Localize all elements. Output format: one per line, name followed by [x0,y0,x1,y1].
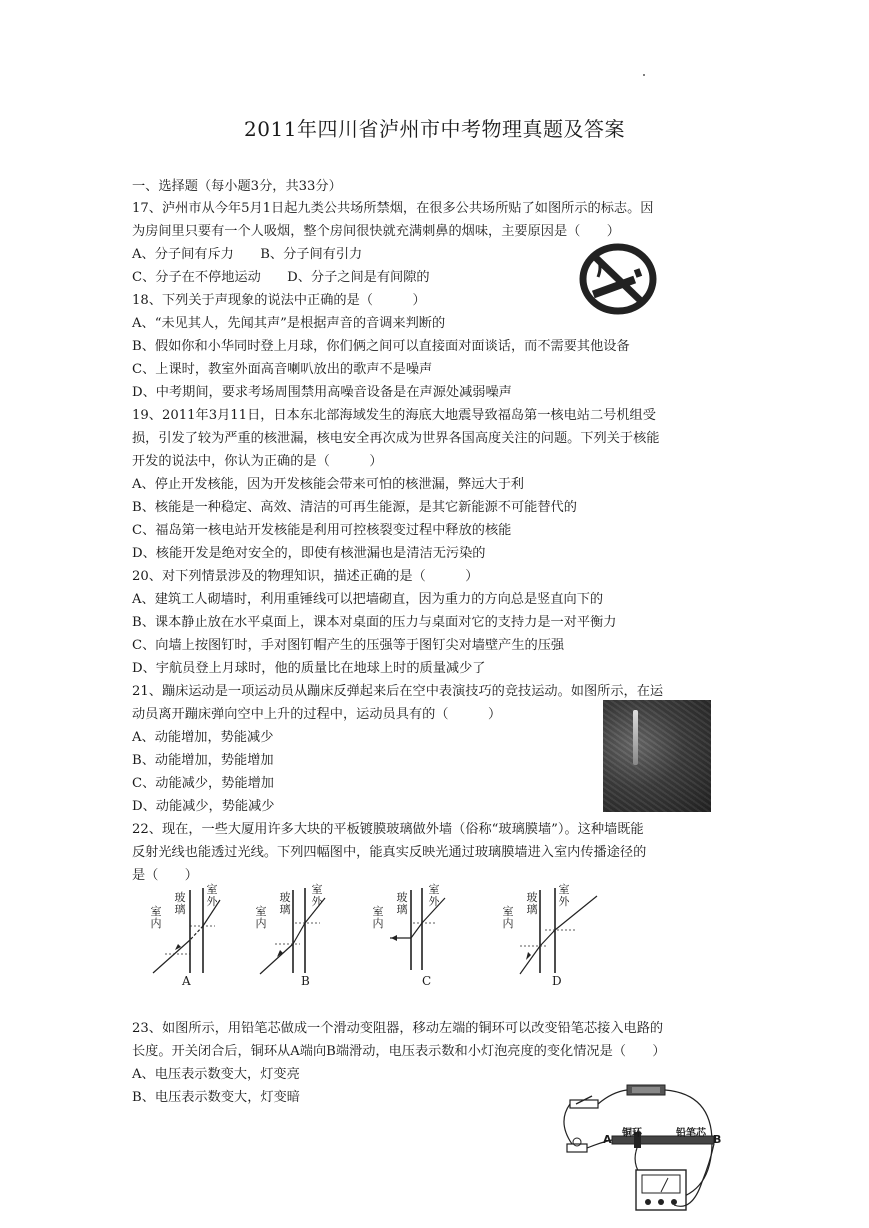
trampoline-photo [603,700,711,812]
text-line: 21、蹦床运动是一项运动员从蹦床反弹起来后在空中表演技巧的竞技运动。如图所示，在运 [132,684,664,699]
text-line: A、建筑工人砌墙时，利用重锤线可以把墙砌直，因为重力的方向总是竖直向下的 [132,592,604,607]
outdoor-label: 室外 [206,883,218,908]
option-label: D [552,974,562,988]
text-line: C、福岛第一核电站开发核能是利用可控核裂变过程中释放的核能 [132,523,512,538]
text-line: 是（ ） [132,868,198,883]
text-line: 长度。开关闭合后，铜环从A端向B端滑动，电压表示数和小灯泡亮度的变化情况是（ ） [132,1044,666,1059]
text-line: D、宇航员登上月球时，他的质量比在地球上时的质量减少了 [132,661,486,676]
circuit-diagram [552,1082,727,1222]
text-line: A、电压表示数变大，灯变亮 [132,1067,300,1082]
text-line: 动员离开蹦床弹向空中上升的过程中，运动员具有的（ ） [132,707,502,722]
glass-label: 玻璃 [526,891,538,916]
copper-ring-label: 铜环 [622,1128,642,1139]
pencil-lead-label: 铅笔芯 [676,1128,706,1139]
text-line: A、动能增加，势能减少 [132,730,274,745]
text-line: B、核能是一种稳定、高效、清洁的可再生能源，是其它新能源不可能替代的 [132,500,577,515]
text-line: B、电压表示数变大，灯变暗 [132,1090,300,1105]
option-label: B [301,974,310,988]
option-label: C [422,974,432,988]
page-title: 2011年四川省泸州市中考物理真题及答案 [244,117,625,141]
text-line: D、动能减少，势能减少 [132,799,275,814]
end-a-label: A [603,1133,612,1146]
scan-dot [643,74,645,76]
text-line: 开发的说法中，你认为正确的是（ ） [132,454,383,469]
text-line: C、分子在不停地运动 D、分子之间是有间隙的 [132,270,430,285]
outdoor-label: 室外 [428,883,440,908]
text-line: 17、泸州市从今年5月1日起九类公共场所禁烟，在很多公共场所贴了如图所示的标志。因 [132,201,654,216]
outdoor-label: 室外 [311,883,323,908]
indoor-label: 室内 [150,905,162,930]
text-line: 22、现在，一些大厦用许多大块的平板镀膜玻璃做外墙（俗称“玻璃膜墙”）。这种墙既能 [132,822,644,837]
end-b-label: B [713,1133,722,1146]
text-line: A、“未见其人，先闻其声”是根据声音的音调来判断的 [132,316,446,331]
glass-label: 玻璃 [174,891,186,916]
glass-label: 玻璃 [396,891,408,916]
text-line: 18、下列关于声现象的说法中正确的是（ ） [132,293,426,308]
text-line: D、核能开发是绝对安全的，即使有核泄漏也是清洁无污染的 [132,546,486,561]
text-line: C、动能减少，势能增加 [132,776,274,791]
indoor-label: 室内 [255,905,267,930]
text-line: B、课本静止放在水平桌面上，课本对桌面的压力与桌面对它的支持力是一对平衡力 [132,615,617,630]
no-smoking-sign-icon [578,243,658,315]
text-line: A、分子间有斥力 B、分子间有引力 [132,247,363,262]
section-heading: 一、选择题（每小题3分，共33分） [132,179,342,194]
text-line: 20、对下列情景涉及的物理知识，描述正确的是（ ） [132,569,479,584]
indoor-label: 室内 [502,905,514,930]
glass-label: 玻璃 [279,891,291,916]
outdoor-label: 室外 [558,883,570,908]
text-line: 19、2011年3月11日，日本东北部海域发生的海底大地震导致福岛第一核电站二号机组受 [132,408,656,423]
text-line: 损，引发了较为严重的核泄漏，核电安全再次成为世界各国高度关注的问题。下列关于核能 [132,431,660,446]
text-line: 为房间里只要有一个人吸烟，整个房间很快就充满刺鼻的烟味，主要原因是（ ） [132,224,620,239]
text-line: D、中考期间，要求考场周围禁用高噪音设备是在声源处减弱噪声 [132,385,512,400]
text-line: 23、如图所示，用铅笔芯做成一个滑动变阻器，移动左端的铜环可以改变铅笔芯接入电路的 [132,1021,664,1036]
indoor-label: 室内 [372,905,384,930]
text-line: 反射光线也能透过光线。下列四幅图中，能真实反映光通过玻璃膜墙进入室内传播途径的 [132,845,647,860]
option-label: A [182,974,191,988]
text-line: A、停止开发核能，因为开发核能会带来可怕的核泄漏，弊远大于利 [132,477,524,492]
text-line: B、动能增加，势能增加 [132,753,274,768]
text-line: C、上课时，教室外面高音喇叭放出的歌声不是噪声 [132,362,433,377]
text-line: C、向墙上按图钉时，手对图钉帽产生的压强等于图钉尖对墙壁产生的压强 [132,638,565,653]
text-line: B、假如你和小华同时登上月球，你们俩之间可以直接面对面谈话，而不需要其他设备 [132,339,630,354]
